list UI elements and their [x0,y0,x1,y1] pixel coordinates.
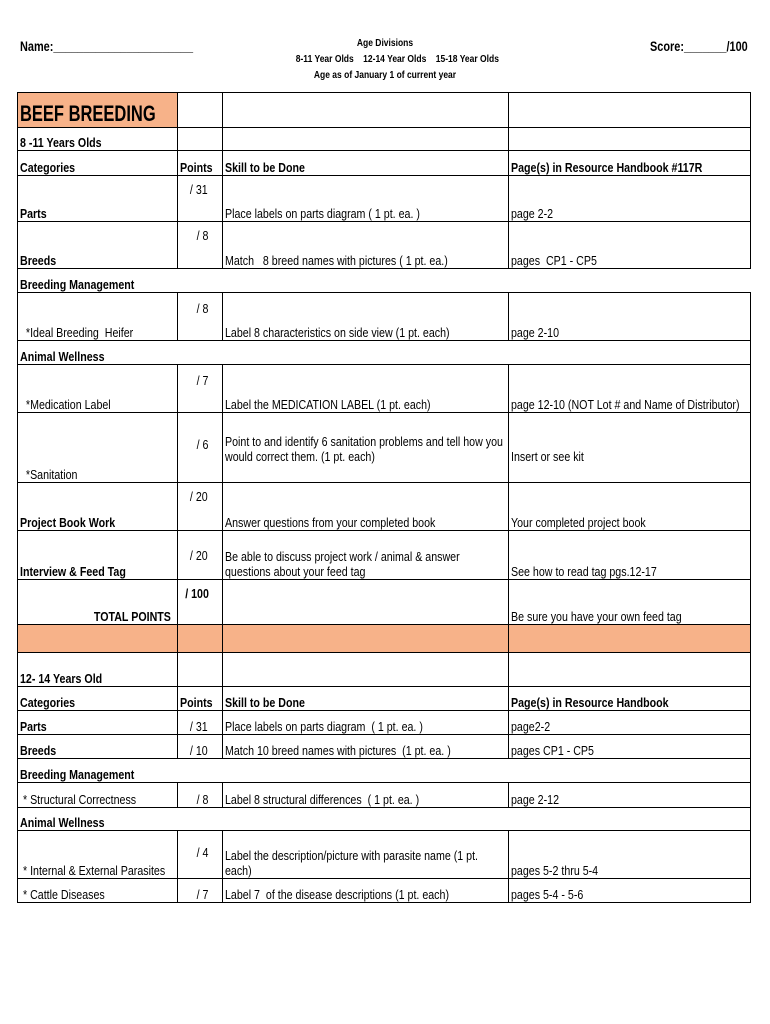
section2-col-pages: Page(s) in Resource Handbook [509,687,751,711]
section1-col-points: Points [178,151,223,176]
age-divisions-groups: 8-11 Year Olds 12-14 Year Olds 15-18 Year Olds [295,54,499,65]
scoresheet-table [17,92,751,903]
table-row: Breeding Management [18,269,751,293]
table-row: *Sanitation / 6 Point to and identify 6 sanitation problems and tell how you would correct them. (1 pt. each) Insert or see kit [18,413,751,483]
section2-heading: 12- 14 Years Old [18,653,178,687]
table-row: *Medication Label / 7 Label the MEDICATION LABEL (1 pt. each) page 12-10 (NOT Lot # and Name of Distributor) [18,365,751,413]
section2-col-categories: Categories [18,687,178,711]
table-row: Animal Wellness [18,808,751,831]
table-row: * Cattle Diseases / 7 Label 7 of the disease descriptions (1 pt. each) pages 5-4 - 5-6 [18,879,751,903]
table-row: * Structural Correctness / 8 Label 8 structural differences ( 1 pt. ea. ) page 2-12 [18,783,751,808]
section2-col-skill: Skill to be Done [223,687,509,711]
age-divisions-title: Age Divisions [356,38,414,49]
section1-col-pages: Page(s) in Resource Handbook #117R [509,151,751,176]
orange-divider-row [18,625,751,653]
age-divisions [280,36,499,84]
table-row: Interview & Feed Tag / 20 Be able to discuss project work / animal & answer questions about your feed tag See how to read tag pgs.12-17 [18,531,751,580]
name-field-label: Name:_______________________ [20,38,194,54]
table-row: Breeds / 10 Match 10 breed names with pictures (1 pt. ea. ) pages CP1 - CP5 [18,735,751,759]
section1-col-skill: Skill to be Done [223,151,509,176]
section1-col-categories: Categories [18,151,178,176]
section2-col-points: Points [178,687,223,711]
table-row: Breeds / 8 Match 8 breed names with pictures ( 1 pt. ea.) pages CP1 - CP5 [18,222,751,269]
score-field-label: Score:_______/100 [650,38,748,54]
age-divisions-note: Age as of January 1 of current year [313,70,457,81]
table-row: Project Book Work / 20 Answer questions from your completed book Your completed project book [18,483,751,531]
table-row: * Internal & External Parasites / 4 Label the description/picture with parasite name (1 pt. each) pages 5-2 thru 5-4 [18,831,751,879]
table-row: Parts / 31 Place labels on parts diagram ( 1 pt. ea. ) page2-2 [18,711,751,735]
table-row: *Ideal Breeding Heifer / 8 Label 8 characteristics on side view (1 pt. each) page 2-10 [18,293,751,341]
section1-heading: 8 -11 Years Olds [18,128,178,151]
table-row: TOTAL POINTS / 100 Be sure you have your own feed tag [18,580,751,625]
table-row: Parts / 31 Place labels on parts diagram ( 1 pt. ea. ) page 2-2 [18,176,751,222]
table-row: Animal Wellness [18,341,751,365]
sheet-title: BEEF BREEDING [18,93,178,128]
table-row: Breeding Management [18,759,751,783]
